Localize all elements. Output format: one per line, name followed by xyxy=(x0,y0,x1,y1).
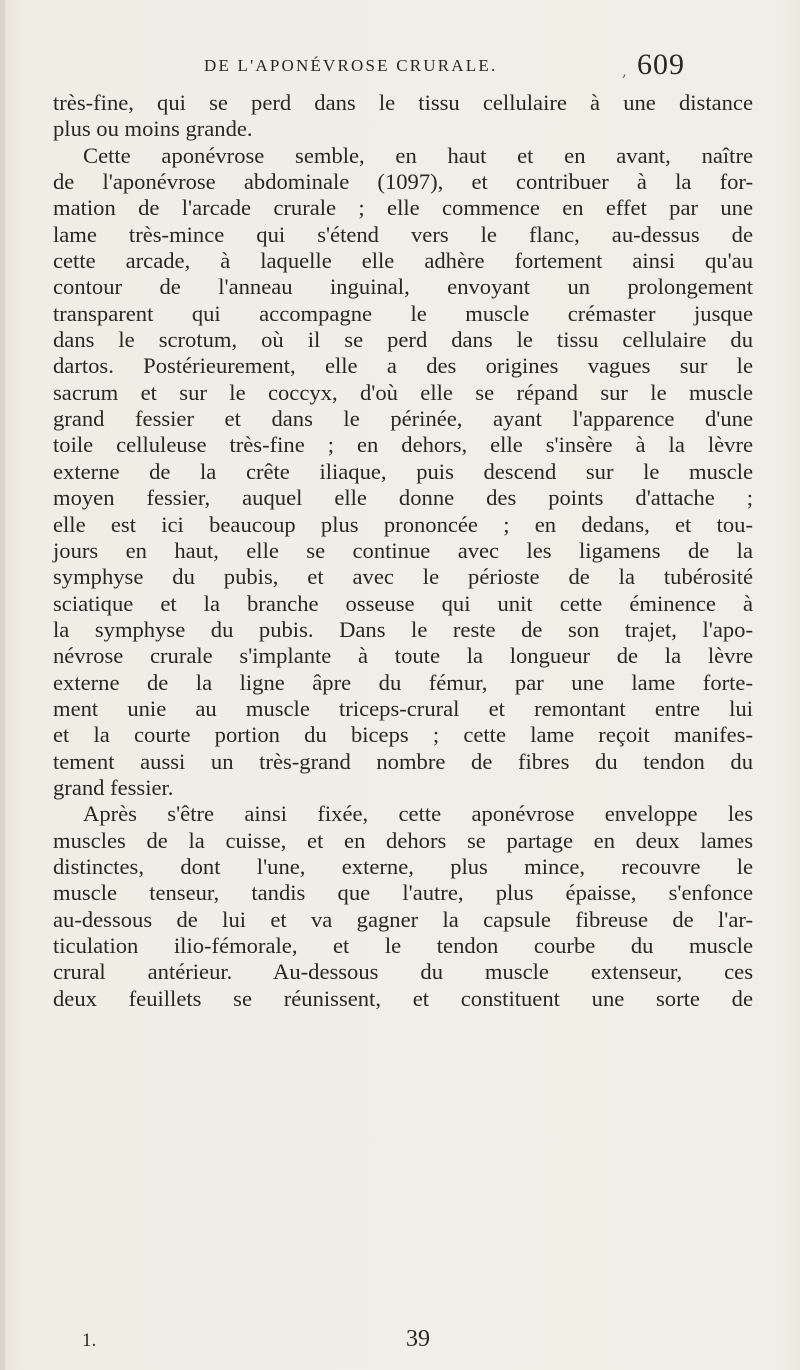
text-line: tement aussi un très-grand nombre de fibres du tendon du xyxy=(53,748,753,774)
text-line: jours en haut, elle se continue avec les ligamens de la xyxy=(53,537,753,563)
text-line: deux feuillets se réunissent, et constituent une sorte de xyxy=(53,985,753,1011)
signature-number: 1. xyxy=(82,1330,97,1351)
text-line: externe de la crête iliaque, puis descend sur le muscle xyxy=(53,458,753,484)
text-line: muscle tenseur, tandis que l'autre, plus épaisse, s'enfonce xyxy=(53,880,753,906)
text-line: la symphyse du pubis. Dans le reste de son trajet, l'apo- xyxy=(53,616,753,642)
text-line: de l'aponévrose abdominale (1097), et contribuer à la for- xyxy=(53,169,753,195)
page-gutter-edge xyxy=(0,0,5,1370)
text-line: grand fessier. xyxy=(53,774,174,800)
text-line: sacrum et sur le coccyx, d'où elle se répand sur le muscle xyxy=(53,379,753,405)
text-line: ticulation ilio-fémorale, et le tendon courbe du muscle xyxy=(53,933,753,958)
text-line: dans le scrotum, où il se perd dans le tissu cellulaire du xyxy=(53,327,753,353)
text-line: crural antérieur. Au-dessous du muscle extenseur, ces xyxy=(53,959,753,985)
text-line: sciatique et la branche osseuse qui unit cette éminence à xyxy=(53,590,753,616)
text-line: au-dessous de lui et va gagner la capsule fibreuse de l'ar- xyxy=(53,906,753,932)
page-number: 609 xyxy=(637,48,685,81)
text-line: Cette aponévrose semble, en haut et en avant, naître xyxy=(83,142,753,168)
text-line: grand fessier et dans le périnée, ayant l'apparence d'une xyxy=(53,406,753,432)
text-line: très-fine, qui se perd dans le tissu cellulaire à une distance xyxy=(53,90,753,115)
header-tick-mark: , xyxy=(622,62,627,80)
text-line: et la courte portion du biceps ; cette lame reçoit manifes- xyxy=(53,722,753,748)
sheet-number: 39 xyxy=(406,1326,430,1352)
running-head: DE L'APONÉVROSE CRURALE. xyxy=(204,56,498,75)
text-line: Après s'être ainsi fixée, cette aponévrose enveloppe les xyxy=(83,801,753,827)
text-line: elle est ici beaucoup plus prononcée ; en dedans, et tou- xyxy=(53,511,753,537)
text-line: contour de l'anneau inguinal, envoyant un prolongement xyxy=(53,274,753,300)
page-header xyxy=(0,46,800,86)
text-line: lame très-mince qui s'étend vers le flanc, au-dessus de xyxy=(53,221,753,247)
text-line: symphyse du pubis, et avec le périoste de la tubérosité xyxy=(53,564,753,590)
text-line: cette arcade, à laquelle elle adhère fortement ainsi qu'au xyxy=(53,248,753,274)
text-line: dartos. Postérieurement, elle a des origines vagues sur le xyxy=(53,353,753,379)
text-line: ment unie au muscle triceps-crural et remontant entre lui xyxy=(53,695,753,721)
text-line: moyen fessier, auquel elle donne des points d'attache ; xyxy=(53,485,753,511)
text-line: muscles de la cuisse, et en dehors se partage en deux lames xyxy=(53,827,753,853)
text-line: névrose crurale s'implante à toute la longueur de la lèvre xyxy=(53,643,753,669)
text-line: plus ou moins grande. xyxy=(53,116,253,142)
text-line: externe de la ligne âpre du fémur, par une lame forte- xyxy=(53,669,753,695)
text-line: mation de l'arcade crurale ; elle commence en effet par une xyxy=(53,195,753,221)
page-footer xyxy=(0,1326,800,1362)
text-line: toile celluleuse très-fine ; en dehors, elle s'insère à la lèvre xyxy=(53,432,753,458)
body-text xyxy=(53,90,753,1012)
text-line: transparent qui accompagne le muscle crémaster jusque xyxy=(53,300,753,326)
text-line: distinctes, dont l'une, externe, plus mince, recouvre le xyxy=(53,853,753,879)
